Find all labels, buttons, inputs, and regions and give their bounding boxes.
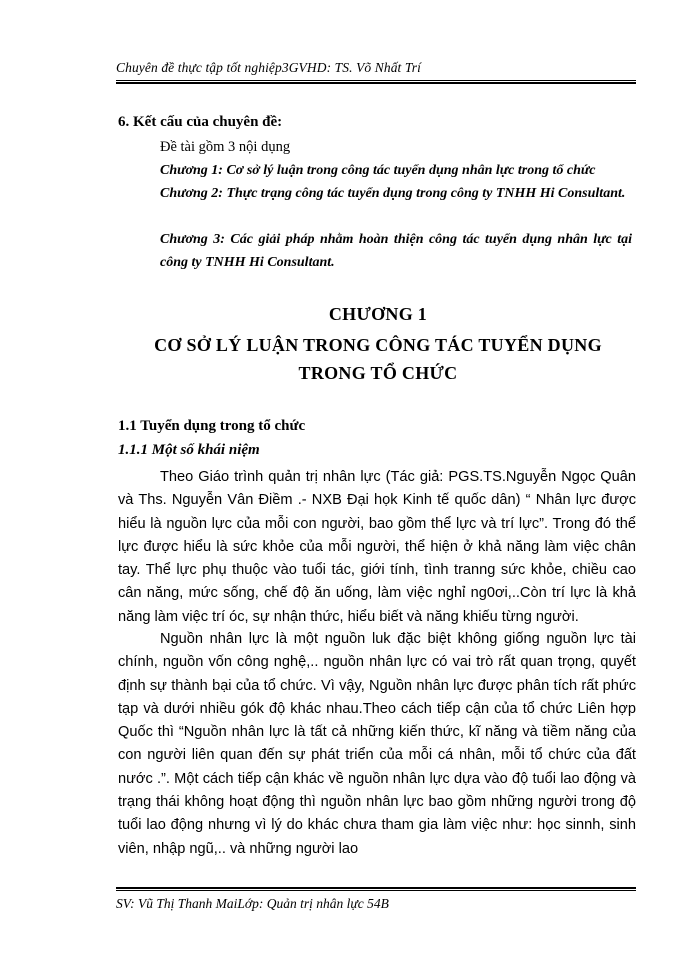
section-6-intro: Đề tài gồm 3 nội dụng — [160, 139, 291, 155]
page-header: Chuyên đề thực tập tốt nghiệp3GVHD: TS. Võ Nhất Trí — [116, 60, 421, 75]
chapter-title-line-1: CƠ SỞ LÝ LUẬN TRONG CÔNG TÁC TUYỂN DỤNG — [154, 335, 602, 355]
footer-divider — [116, 887, 636, 891]
section-1-1-1-heading: 1.1.1 Một số khái niệm — [118, 442, 260, 458]
section-1-1-heading: 1.1 Tuyển dụng trong tổ chức — [118, 418, 306, 434]
section-6-heading: 6. Kết cấu của chuyên đề: — [118, 114, 283, 130]
chapter-number: CHƯƠNG 1 — [328, 304, 428, 324]
page-footer: SV: Vũ Thị Thanh MaiLớp: Quản trị nhân lực 54B — [116, 896, 389, 911]
body-paragraph: Nguồn nhân lực là một nguồn luk đặc biệt không giống nguồn lực tài chính, nguồn vốn công nghệ,.. nguồn nhân lực có vai trò rất quan trọng, quyết định sự thành bại của tổ chức. Vì vậy, Nguồn nhân lực được phân tích rất phức tạp và dưới nhiều gók độ khác nhau.Theo cách tiếp cận của tổ chức Liên hợp Quốc thì “Nguồn nhân lực là tất cả những kiến thức, kĩ năng và tiềm năng của con người liên quan đến sự phát triển của mỗi cá nhân, mỗi tổ chức của đất nước .”. Một cách tiếp cận khác về nguồn nhân lực dựa vào độ tuổi lao động và trạng thái không hoạt động thì nguồn nhân lực bao gồm những người trong độ tuổi lao động nhưng vì lý do khác chưa tham gia làm việc như: học sinnh, sinh viên, nhập ngũ,.. và những người lao — [118, 631, 636, 857]
chapter-list-item-3: Chương 3: Các giải pháp nhằm hoàn thiện công tác tuyển dụng nhân lực tại công ty TNHH Hi Consultant. — [160, 232, 632, 270]
header-divider — [116, 80, 636, 84]
chapter-title-line-2: TRONG TỔ CHỨC — [298, 363, 458, 383]
chapter-list-item-2: Chương 2: Thực trạng công tác tuyển dụng trong công ty TNHH Hi Consultant. — [160, 186, 626, 201]
chapter-list-item-1: Chương 1: Cơ sở lý luận trong công tác tuyển dụng nhân lực trong tổ chức — [160, 163, 596, 178]
body-paragraph: Theo Giáo trình quản trị nhân lực (Tác giả: PGS.TS.Nguyễn Ngọc Quân và Ths. Nguyễn Vân Điềm .- NXB Đại họk Kinh tế quốc dân) “ Nhân lực được hiểu là nguồn lực của mỗi con người, bao gồm thể lực và trí lực”. Trong đó thể lực được hiểu là sức khỏe của mỗi người, thể hiện ở khả năng làm việc chân tay. Thể lực phụ thuộc vào tuổi tác, giới tính, tình tranng sức khỏe, chiều cao cân năng, mức sống, chế độ ăn uống, làm việc nghỉ ng0ơi,..Còn trí lực là khả năng làm việc trí óc, sự nhận thức, hiểu biết và năng khiếu từng người. — [118, 469, 636, 625]
